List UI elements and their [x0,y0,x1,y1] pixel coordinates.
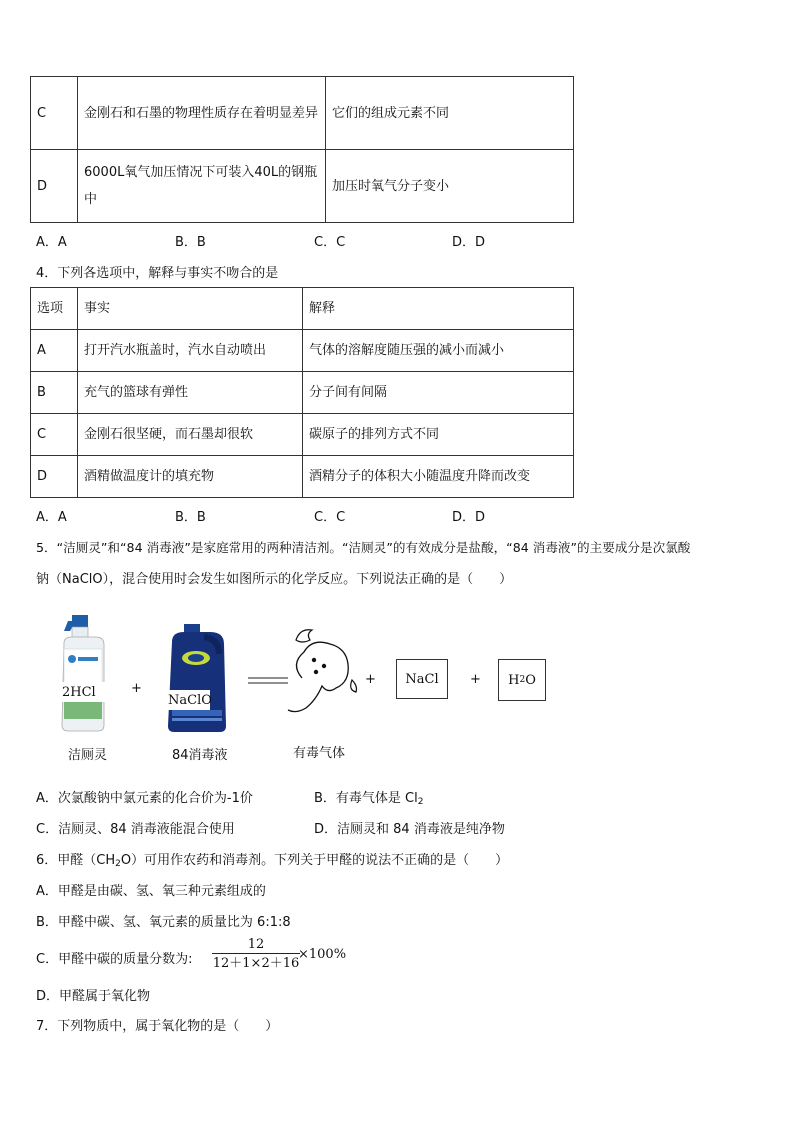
q3-option-d[interactable]: D．D [452,235,486,250]
q6-option-b[interactable]: B．甲醛中碳、氢、氧元素的质量比为 6:1:8 [36,915,291,930]
q4-table [30,287,574,498]
q6-option-a[interactable]: A．甲醛是由碳、氢、氧三种元素组成的 [36,884,266,899]
q3-row-c-expl: 它们的组成元素不同 [326,77,574,150]
h2o-box [498,659,546,701]
q4-row-c-fact: 金刚石很坚硬，而石墨却很软 [78,414,303,456]
q5-option-b-text: B．有毒气体是 Cl [314,791,418,806]
q4-option-c[interactable]: C．C [314,510,346,525]
q7-stem: 7．下列物质中，属于氧化物的是（ ） [36,1019,279,1034]
bottle-disinfectant [164,624,230,734]
q6-fraction [212,936,300,974]
q4-row-c-opt: C [31,414,78,456]
q5-option-a[interactable]: A．次氯酸钠中氯元素的化合价为-1价 [36,791,253,806]
plus-1: + [131,681,142,696]
q3-option-b[interactable]: B．B [175,235,206,250]
bottle-toilet-cleaner [58,615,110,733]
q4-row-a-fact: 打开汽水瓶盖时，汽水自动喷出 [78,330,303,372]
q4-row-a-opt: A [31,330,78,372]
q3-row-c-fact: 金刚石和石墨的物理性质存在着明显差异 [78,77,326,150]
h2o-sub: 2 [519,675,526,685]
toxic-gas-icon [282,624,364,716]
q4-row-a-expl: 气体的溶解度随压强的减小而减小 [303,330,574,372]
q4-header-opt: 选项 [31,288,78,330]
q6-fraction-denominator: 12＋1×2＋16 [212,956,300,971]
q4-option-a[interactable]: A．A [36,510,67,525]
q6-fraction-numerator: 12 [247,937,265,952]
q3-row-d-fact: 6000L氧气加压情况下可装入40L的钢瓶中 [78,150,326,223]
q5-option-c[interactable]: C．洁厕灵、84 消毒液能混合使用 [36,822,235,837]
q6-stem-b: O）可用作农药和消毒剂。下列关于甲醛的说法不正确的是（ ） [120,853,509,868]
q3-option-a[interactable]: A．A [36,235,67,250]
q4-stem: 4．下列各选项中，解释与事实不吻合的是 [36,266,279,281]
q5-stem-line1: 5．“洁厕灵”和“84 消毒液”是家庭常用的两种清洁剂。“洁厕灵”的有效成分是盐酸，“84 消毒液”的主要成分是次氯酸 [36,540,691,555]
bottle1-label: 洁厕灵 [68,748,108,763]
q4-row-b-expl: 分子间有间隔 [303,372,574,414]
plus-3: + [470,672,481,687]
h2o-h: H [508,672,520,688]
q4-header-expl: 解释 [303,288,574,330]
q5-option-b-sub: 2 [417,797,424,807]
q4-row-d-fact: 酒精做温度计的填充物 [78,456,303,498]
plus-2: + [365,672,376,687]
q5-stem-line2: 钠（NaClO），混合使用时会发生如图所示的化学反应。下列说法正确的是（ ） [36,572,513,587]
bottle1-formula: 2HCl [62,682,108,702]
q6-option-c[interactable]: C．甲醛中碳的质量分数为: [36,952,193,967]
q4-row-b-opt: B [31,372,78,414]
q4-row-c-expl: 碳原子的排列方式不同 [303,414,574,456]
q4-option-d[interactable]: D．D [452,510,486,525]
bottle2-label: 84消毒液 [172,748,228,763]
q4-row-d-expl: 酒精分子的体积大小随温度升降而改变 [303,456,574,498]
q4-option-b[interactable]: B．B [175,510,206,525]
q6-stem [36,849,508,869]
h2o-o: O [525,672,536,688]
q4-header-fact: 事实 [78,288,303,330]
q5-option-b[interactable] [314,787,423,807]
nacl-box: NaCl [396,659,448,699]
gas-label: 有毒气体 [293,746,346,761]
q6-option-d[interactable]: D．甲醛属于氧化物 [36,989,151,1004]
q3-row-d-opt: D [31,150,78,223]
q3-option-c[interactable]: C．C [314,235,346,250]
q6-fraction-tail: ×100% [298,947,347,962]
q3-row-d-expl: 加压时氧气分子变小 [326,150,574,223]
q5-option-d[interactable]: D．洁厕灵和 84 消毒液是纯净物 [314,822,505,837]
q6-stem-a: 6．甲醛（CH [36,853,116,868]
q4-row-b-fact: 充气的篮球有弹性 [78,372,303,414]
q3-table [30,76,574,223]
q4-row-d-opt: D [31,456,78,498]
bottle2-formula: NaClO [168,690,210,710]
q6-stem-sub: 2 [115,859,121,869]
q3-row-c-opt: C [31,77,78,150]
